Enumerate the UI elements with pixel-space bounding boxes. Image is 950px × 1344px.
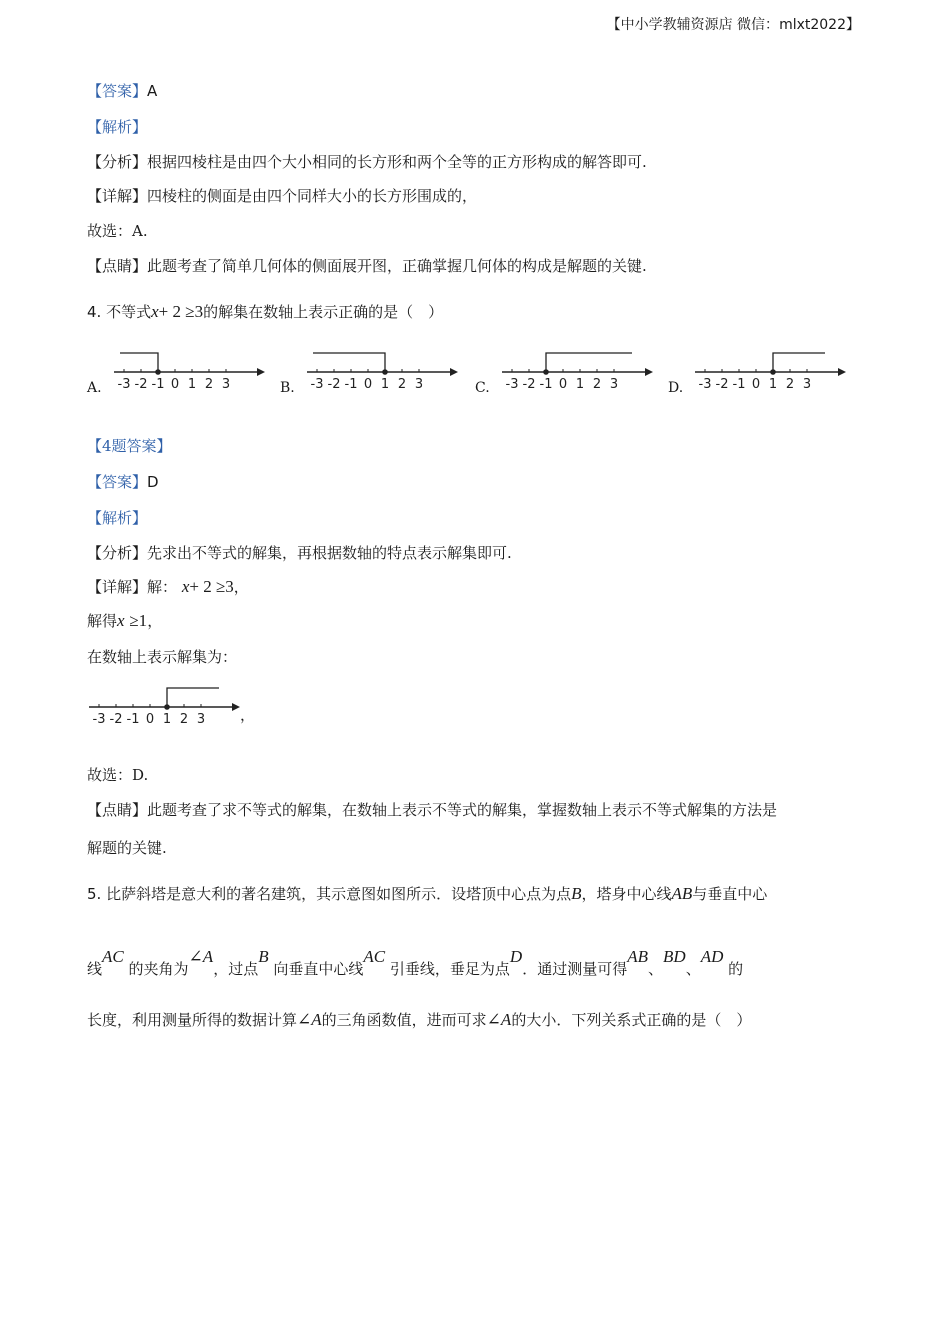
q4-detail: 【详解】解： x+ 2 ≥3， <box>87 577 249 596</box>
q4-fenxi: 【分析】先求出不等式的解集，再根据数轴的特点表示解集即可. <box>87 544 512 562</box>
solution-ray <box>313 353 385 372</box>
q3-answer: 【答案】A <box>87 82 158 100</box>
q4-stem: 4. 不等式x+ 2 ≥3的解集在数轴上表示正确的是（ ） <box>87 302 444 321</box>
tick-label: 1 <box>380 377 390 392</box>
q4-solve: 解得x ≥1， <box>87 611 163 630</box>
tick-label: -3 <box>310 377 324 392</box>
tick-label: 0 <box>170 377 180 392</box>
tick-label: -1 <box>539 377 553 392</box>
q4-answer-heading: 【4题答案】 <box>87 437 172 455</box>
option-c-label: C. <box>475 380 490 396</box>
tick-label: -1 <box>732 377 746 392</box>
answer-number-line <box>87 675 247 735</box>
tick-label: -1 <box>344 377 358 392</box>
tick-label: -3 <box>92 712 106 727</box>
q3-choose: 故选：A. <box>87 222 148 240</box>
q3-analysis-tag: 【解析】 <box>87 118 148 136</box>
axis-arrow <box>257 368 265 376</box>
q4-analysis-tag: 【解析】 <box>87 509 148 527</box>
tick-label: -3 <box>117 377 131 392</box>
tick-label: -2 <box>327 377 341 392</box>
tick-label: 1 <box>768 377 778 392</box>
axis-arrow <box>232 703 240 711</box>
q4-choose: 故选：D. <box>87 766 149 784</box>
tick-label: 3 <box>221 377 231 392</box>
option-b-number-line <box>305 340 465 400</box>
tick-label: -2 <box>134 377 148 392</box>
q4-show-text: 在数轴上表示解集为： <box>87 648 238 666</box>
tick-label: 2 <box>179 712 189 727</box>
tick-label: 2 <box>397 377 407 392</box>
tick-label: -2 <box>522 377 536 392</box>
tick-label: 3 <box>609 377 619 392</box>
axis-arrow <box>450 368 458 376</box>
option-a-label: A. <box>87 380 102 396</box>
q3-detail: 【详解】四棱柱的侧面是由四个同样大小的长方形围成的， <box>87 187 478 205</box>
tick-label: -1 <box>126 712 140 727</box>
option-b-label: B. <box>280 380 295 396</box>
axis-arrow <box>838 368 846 376</box>
option-d-number-line <box>693 340 853 400</box>
tick-label: 0 <box>145 712 155 727</box>
q3-comment: 【点睛】此题考查了简单几何体的侧面展开图，正确掌握几何体的构成是解题的关键. <box>87 257 647 275</box>
tick-label: 0 <box>363 377 373 392</box>
solution-ray <box>546 353 632 372</box>
option-c-number-line <box>500 340 660 400</box>
q5-line-1: 5. 比萨斜塔是意大利的著名建筑，其示意图如图所示．设塔顶中心点为点B，塔身中心线AB与垂直中心 <box>87 884 768 903</box>
tick-label: 3 <box>802 377 812 392</box>
q5-line-3: 长度，利用测量所得的数据计算∠A的三角函数值，进而可求∠A的大小．下列关系式正确的是（ ） <box>87 1010 752 1029</box>
tick-label: -2 <box>715 377 729 392</box>
solution-ray <box>167 688 219 707</box>
q3-fenxi: 【分析】根据四棱柱是由四个大小相同的长方形和两个全等的正方形构成的解答即可. <box>87 153 647 171</box>
axis-arrow <box>645 368 653 376</box>
tick-label: 0 <box>558 377 568 392</box>
tick-label: 2 <box>204 377 214 392</box>
option-a-number-line <box>112 340 272 400</box>
tick-label: -2 <box>109 712 123 727</box>
tick-label: -3 <box>698 377 712 392</box>
q5-line-2: 线AC 的夹角为∠A，过点B 向垂直中心线AC 引垂线，垂足为点D．通过测量可得AB、BD、AD 的 <box>87 947 744 978</box>
solution-ray <box>773 353 825 372</box>
q4-answer: 【答案】D <box>87 473 159 491</box>
solution-ray <box>120 353 158 372</box>
tick-label: 1 <box>162 712 172 727</box>
tick-label: 0 <box>751 377 761 392</box>
tick-label: 2 <box>785 377 795 392</box>
q4-comment: 【点睛】此题考查了求不等式的解集，在数轴上表示不等式的解集，掌握数轴上表示不等式解集的方法是 <box>87 801 778 819</box>
option-d-label: D. <box>668 380 684 396</box>
page-header: 【中小学教辅资源店 微信：mlxt2022】 <box>606 17 860 33</box>
tick-label: 3 <box>414 377 424 392</box>
q4-comment-cont: 解题的关键. <box>87 839 167 857</box>
wechat-id: mlxt2022 <box>779 17 846 33</box>
tick-label: -3 <box>505 377 519 392</box>
tick-label: 1 <box>575 377 585 392</box>
tick-label: 2 <box>592 377 602 392</box>
tick-label: -1 <box>151 377 165 392</box>
tick-label: 1 <box>187 377 197 392</box>
after-figure-comma: ， <box>240 706 256 724</box>
tick-label: 3 <box>196 712 206 727</box>
